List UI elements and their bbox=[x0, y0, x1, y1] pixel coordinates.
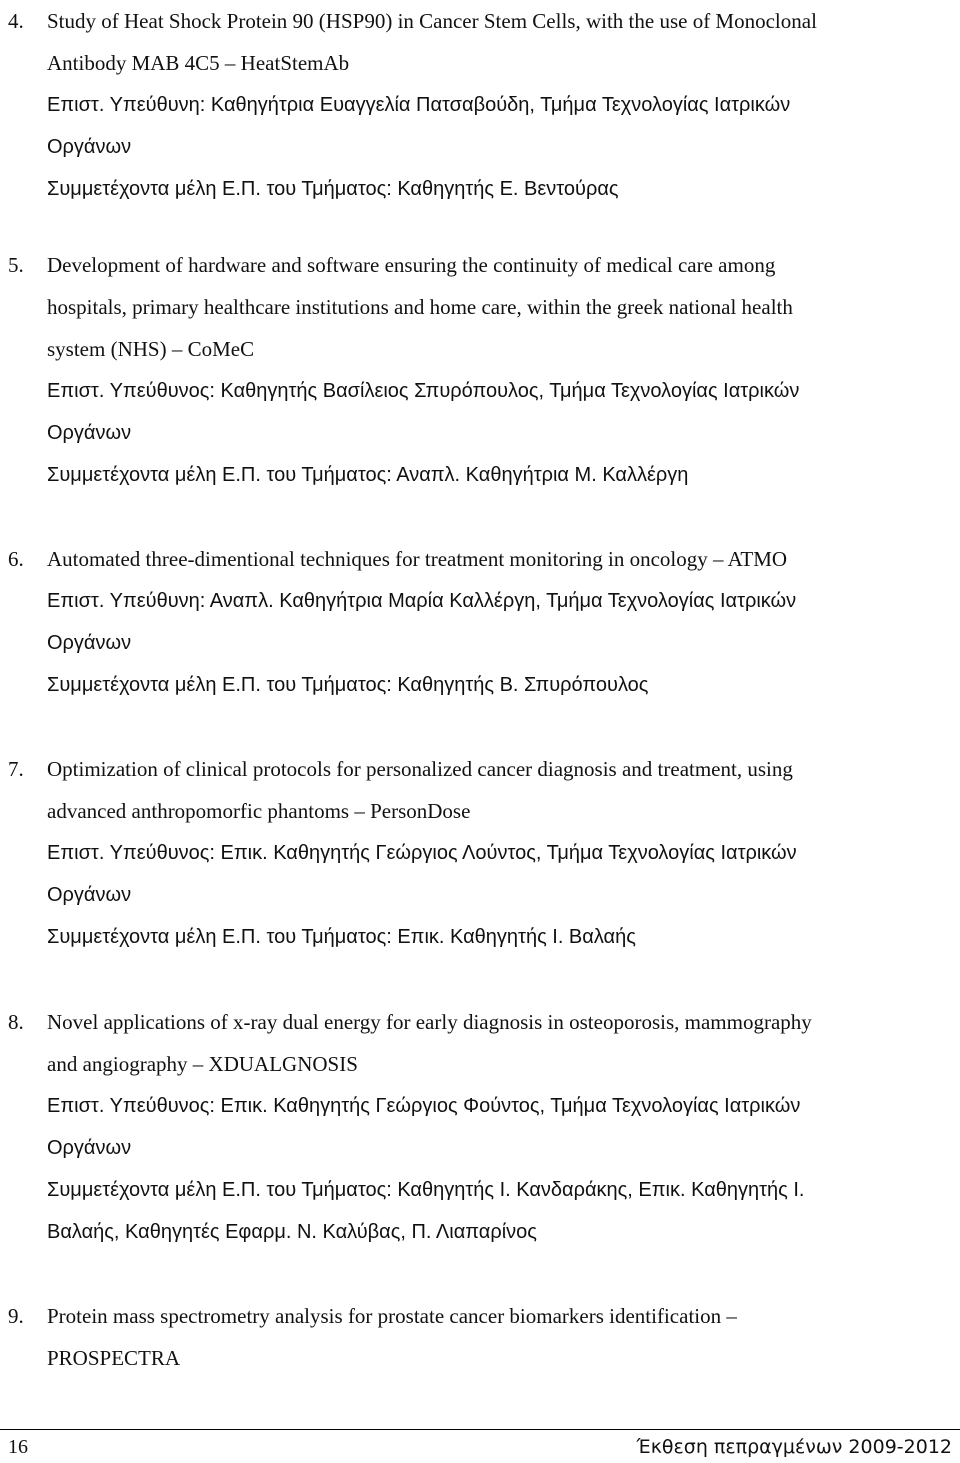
project-supervisor-line: Επιστ. Υπεύθυνος: Καθηγητής Βασίλειος Σπυρόπουλος, Τμήμα Τεχνολογίας Ιατρικών bbox=[47, 380, 800, 402]
project-supervisor-line: Οργάνων bbox=[47, 136, 132, 158]
project-body bbox=[47, 244, 952, 496]
project-members-line: Βαλαής, Καθηγητές Εφαρμ. Ν. Καλύβας, Π. Λιαπαρίνος bbox=[47, 1221, 537, 1243]
project-body bbox=[47, 538, 952, 706]
project-title-line: Novel applications of x-ray dual energy for early diagnosis in osteoporosis, mammography bbox=[47, 1010, 812, 1034]
footer-report-title: Έκθεση πεπραγμένων 2009-2012 bbox=[636, 1436, 952, 1458]
project-body bbox=[47, 1001, 952, 1253]
project-supervisor-line: Οργάνων bbox=[47, 632, 132, 654]
project-title-line: Automated three-dimentional techniques for treatment monitoring in oncology – ATMO bbox=[47, 547, 788, 571]
project-supervisor-line: Οργάνων bbox=[47, 1137, 132, 1159]
project-title-line: Optimization of clinical protocols for personalized cancer diagnosis and treatment, using bbox=[47, 757, 793, 781]
project-body bbox=[47, 1295, 952, 1379]
project-supervisor-line: Επιστ. Υπεύθυνη: Αναπλ. Καθηγήτρια Μαρία Καλλέργη, Τμήμα Τεχνολογίας Ιατρικών bbox=[47, 590, 797, 612]
project-title-line: Study of Heat Shock Protein 90 (HSP90) in Cancer Stem Cells, with the use of Monoclonal bbox=[47, 9, 817, 33]
project-title-line: advanced anthropomorfic phantoms – PersonDose bbox=[47, 799, 471, 823]
project-supervisor-line: Οργάνων bbox=[47, 884, 132, 906]
project-members-line: Συμμετέχοντα μέλη Ε.Π. του Τμήματος: Επικ. Καθηγητής Ι. Βαλαής bbox=[47, 926, 636, 948]
project-number: 5. bbox=[8, 253, 24, 277]
footer-page-number: 16 bbox=[8, 1436, 28, 1458]
project-number: 7. bbox=[8, 757, 24, 781]
project-number: 4. bbox=[8, 9, 24, 33]
project-body bbox=[47, 748, 952, 958]
project-supervisor-line: Οργάνων bbox=[47, 422, 132, 444]
footer-divider bbox=[0, 1429, 960, 1430]
project-members-line: Συμμετέχοντα μέλη Ε.Π. του Τμήματος: Αναπλ. Καθηγήτρια Μ. Καλλέργη bbox=[47, 464, 689, 486]
project-members-line: Συμμετέχοντα μέλη Ε.Π. του Τμήματος: Καθηγητής Ε. Βεντούρας bbox=[47, 178, 619, 200]
project-supervisor-line: Επιστ. Υπεύθυνη: Καθηγήτρια Ευαγγελία Πατσαβούδη, Τμήμα Τεχνολογίας Ιατρικών bbox=[47, 94, 791, 116]
project-title-line: and angiography – XDUALGNOSIS bbox=[47, 1052, 358, 1076]
project-title-line: Protein mass spectrometry analysis for prostate cancer biomarkers identification – bbox=[47, 1304, 737, 1328]
project-supervisor-line: Επιστ. Υπεύθυνος: Επικ. Καθηγητής Γεώργιος Φούντος, Τμήμα Τεχνολογίας Ιατρικών bbox=[47, 1095, 801, 1117]
project-body bbox=[47, 0, 952, 210]
project-number: 8. bbox=[8, 1010, 24, 1034]
project-title-line: Antibody MAB 4C5 – HeatStemAb bbox=[47, 51, 350, 75]
project-supervisor-line: Επιστ. Υπεύθυνος: Επικ. Καθηγητής Γεώργιος Λούντος, Τμήμα Τεχνολογίας Ιατρικών bbox=[47, 842, 797, 864]
project-members-line: Συμμετέχοντα μέλη Ε.Π. του Τμήματος: Καθηγητής Ι. Κανδαράκης, Επικ. Καθηγητής Ι. bbox=[47, 1179, 805, 1201]
project-title-line: system (NHS) – CoMeC bbox=[47, 337, 255, 361]
project-number: 9. bbox=[8, 1304, 24, 1328]
project-title-line: hospitals, primary healthcare institutions and home care, within the greek national health bbox=[47, 295, 793, 319]
project-members-line: Συμμετέχοντα μέλη Ε.Π. του Τμήματος: Καθηγητής Β. Σπυρόπουλος bbox=[47, 674, 649, 696]
project-title-line: PROSPECTRA bbox=[47, 1346, 181, 1370]
project-number: 6. bbox=[8, 547, 24, 571]
project-title-line: Development of hardware and software ensuring the continuity of medical care among bbox=[47, 253, 776, 277]
